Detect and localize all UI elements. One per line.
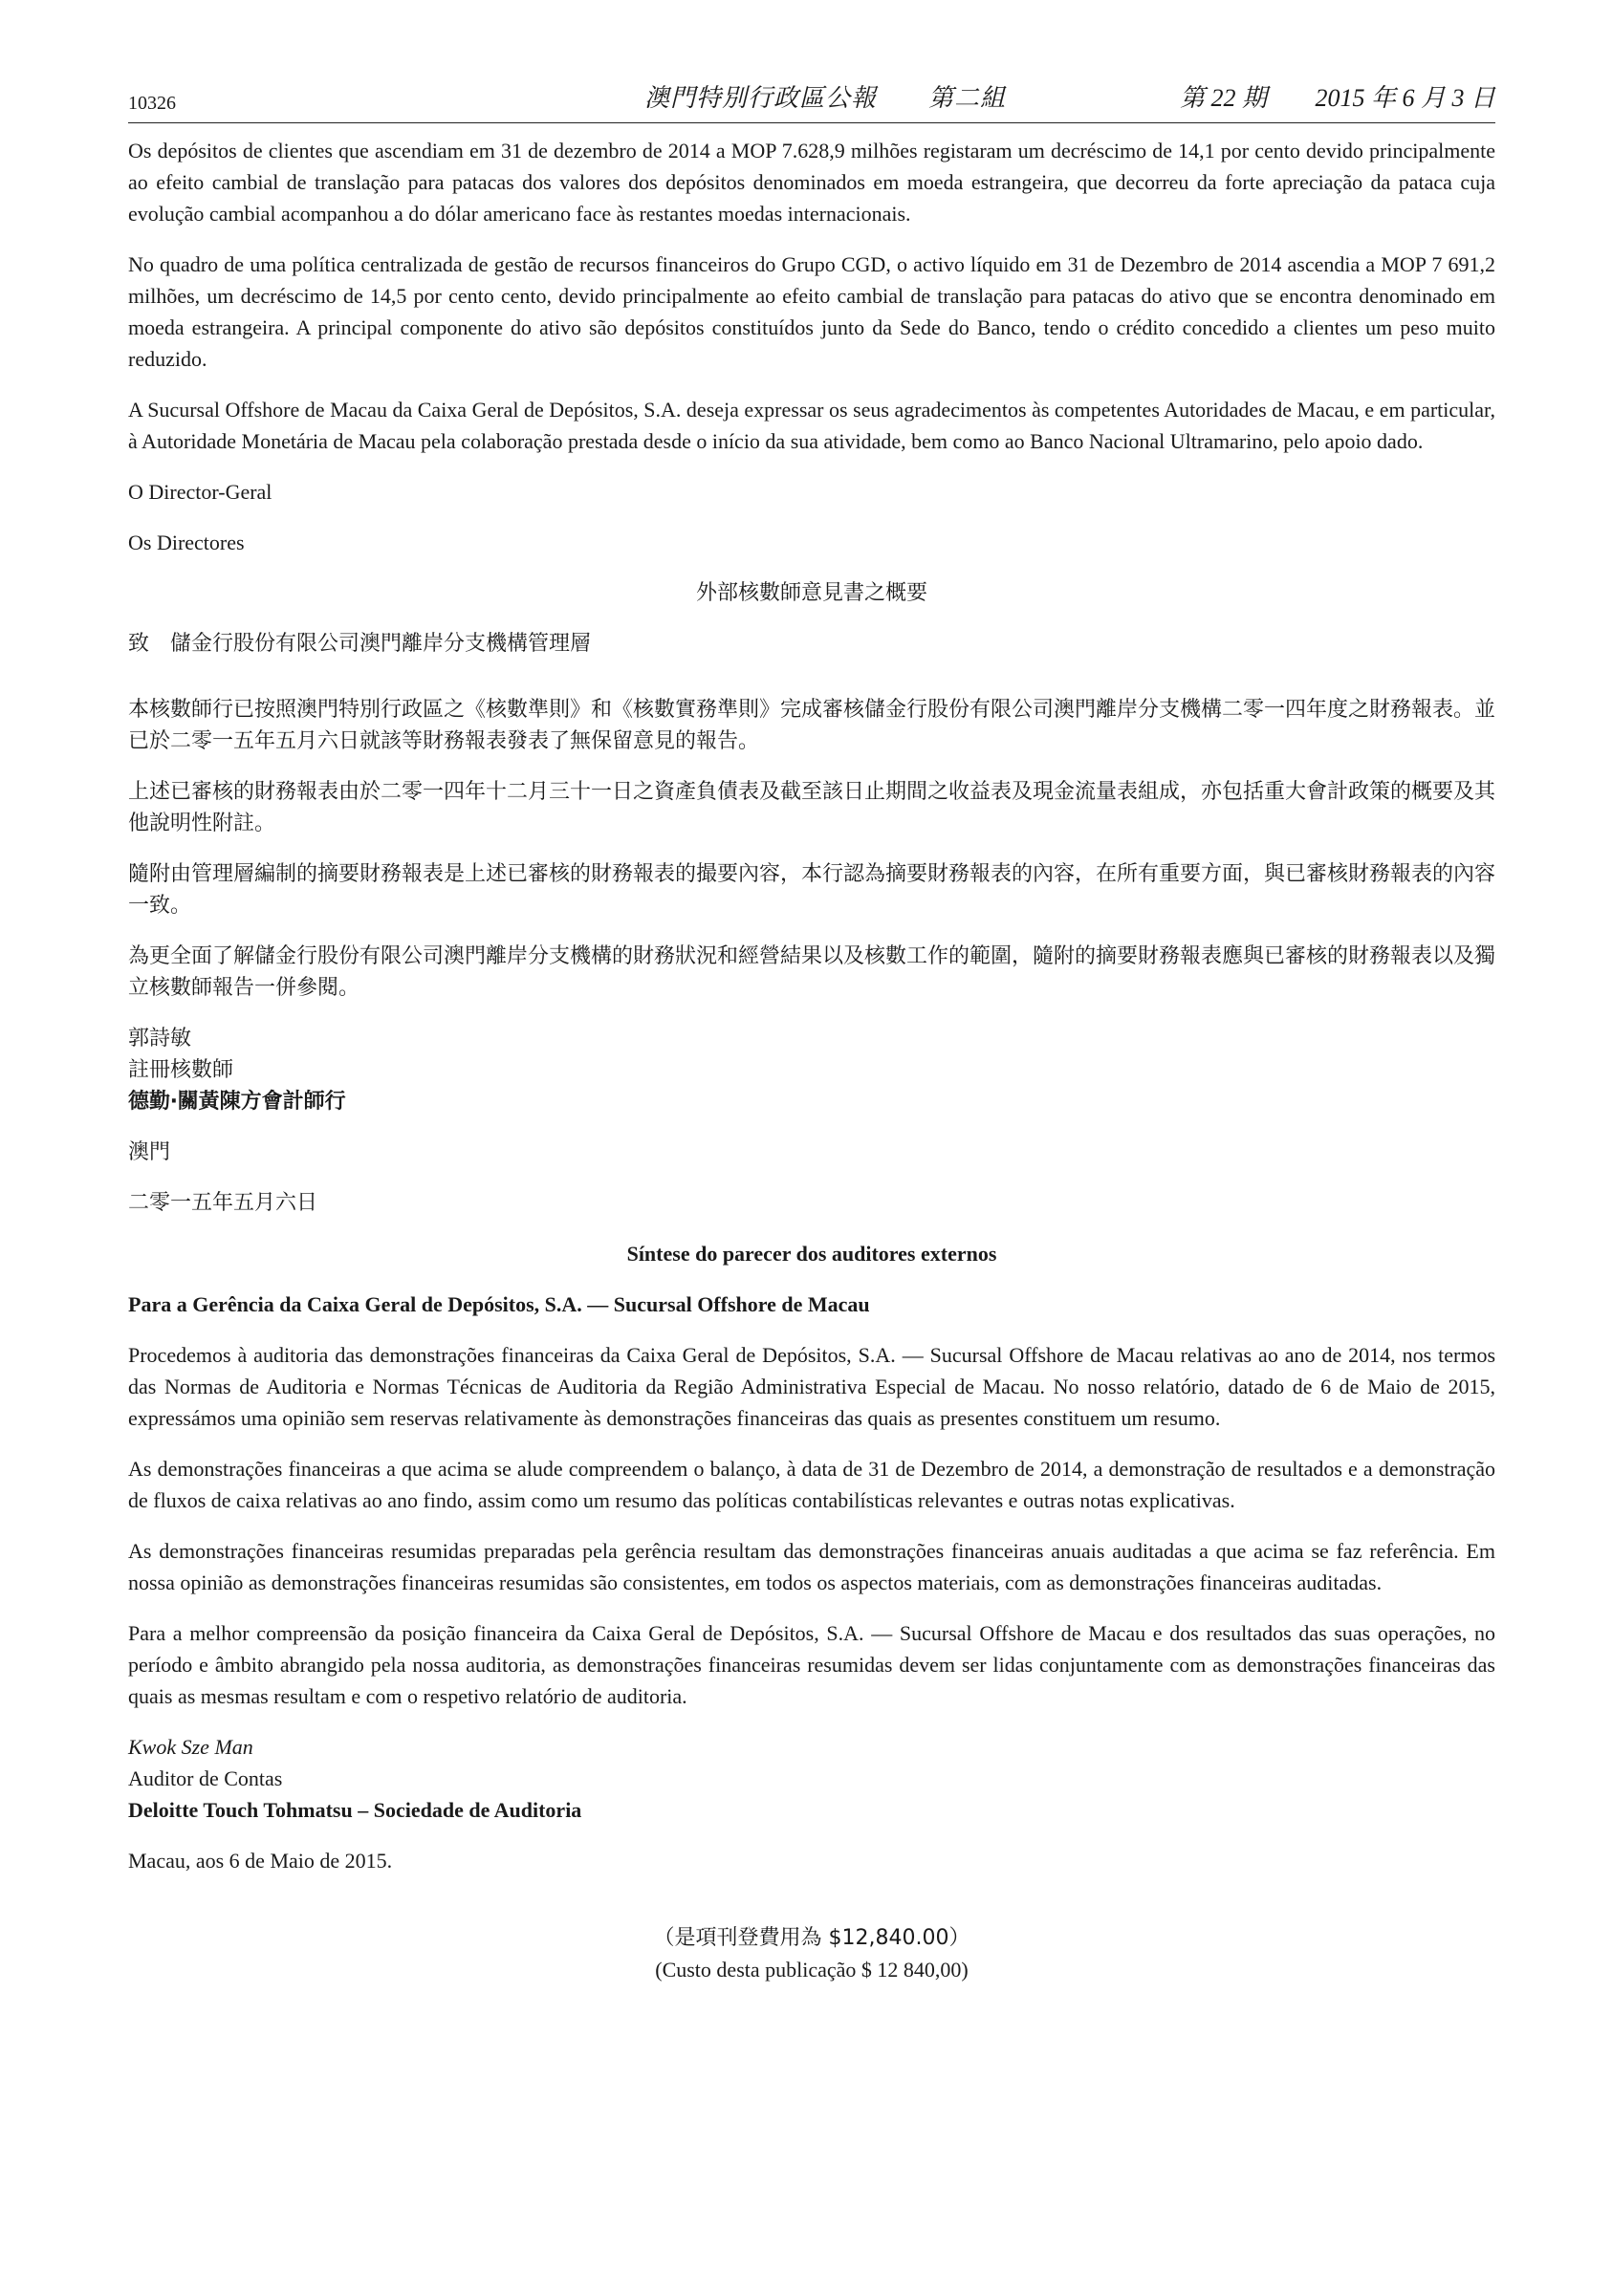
zh-auditor-name: 郭詩敏 bbox=[128, 1027, 192, 1051]
zh-firm-name: 德勤‧關黃陳方會計師行 bbox=[128, 1090, 346, 1114]
issue-number: 第 22 期 bbox=[1180, 84, 1268, 112]
pt-addressee: Para a Gerência da Caixa Geral de Depósitos, S.A. — Sucursal Offshore de Macau bbox=[128, 1292, 870, 1316]
pt-paragraph-2: As demonstrações financeiras a que acima se alude compreendem o balanço, à data de 31 de Dezembro de 2014, a demonstração de resultados e a demonstração de fluxos de caixa relativas ao ano findo, assim como um resumo das políticas contabilísticas relevantes e outras notas explicativas. bbox=[128, 1457, 1495, 1512]
pt-section-title: Síntese do parecer dos auditores externos bbox=[626, 1242, 997, 1266]
signature-director-general: O Director-Geral bbox=[128, 480, 272, 504]
gazette-title: 澳門特別行政區公報 第二組 bbox=[644, 84, 1007, 112]
zh-section-title: 外部核數師意見書之概要 bbox=[695, 581, 927, 605]
gazette-page bbox=[128, 80, 1495, 1985]
cost-zh: （是項刊登費用為 $12,840.00） bbox=[653, 1926, 970, 1950]
zh-paragraph-2: 上述已審核的財務報表由於二零一四年十二月三十一日之資產負債表及截至該日止期間之收益表及現金流量表組成，亦包括重大會計政策的概要及其他說明性附註。 bbox=[128, 780, 1496, 835]
report-paragraph-2: No quadro de uma política centralizada de gestão de recursos financeiros do Grupo CGD, o activo líquido em 31 de Dezembro de 2014 ascendia a MOP 7 691,2 milhões, um decréscimo de 14,5 por cento cento, devido principalmente ao efeito cambial de translação para patacas do ativo que se encontra denominado em moeda estrangeira. A principal componente do ativo são depósitos constituídos junto da Sede do Banco, tendo o crédito concedido a clientes um peso muito reduzido. bbox=[128, 252, 1495, 371]
pt-paragraph-1: Procedemos à auditoria das demonstrações financeiras da Caixa Geral de Depósitos, S.A. — Sucursal Offshore de Macau relativas ao ano de 2014, nos termos das Normas de Auditoria e Normas Técnicas de Auditoria da Região Administrativa Especial de Macau. No nosso relatório, datado de 6 de Maio de 2015, expressámos uma opinião sem reservas relativamente às demonstrações financeiras das quais as presentes constituem um resumo. bbox=[128, 1343, 1495, 1430]
pt-auditor-role: Auditor de Contas bbox=[128, 1766, 283, 1790]
page-number: 10326 bbox=[128, 93, 176, 114]
pt-paragraph-3: As demonstrações financeiras resumidas preparadas pela gerência resultam das demonstrações financeiras anuais auditadas a que acima se faz referência. Em nossa opinião as demonstrações financeiras resumidas são consistentes, em todos os aspectos materiais, com as demonstrações financeiras auditadas. bbox=[128, 1539, 1495, 1594]
publication-cost bbox=[128, 1922, 1495, 1985]
zh-addressee: 致 儲金行股份有限公司澳門離岸分支機構管理層 bbox=[128, 632, 592, 656]
zh-date: 二零一五年五月六日 bbox=[128, 1191, 318, 1215]
report-paragraph-3: A Sucursal Offshore de Macau da Caixa Geral de Depósitos, S.A. deseja expressar os seus agradecimentos às competentes Autoridades de Macau, e em particular, à Autoridade Monetária de Macau pela colaboração prestada desde o início da sua atividade, bem como ao Banco Nacional Ultramarino, pelo apoio dado. bbox=[128, 398, 1495, 453]
zh-paragraph-1: 本核數師行已按照澳門特別行政區之《核數準則》和《核數實務準則》完成審核儲金行股份有限公司澳門離岸分支機構二零一四年度之財務報表。並已於二零一五年五月六日就該等財務報表發表了無保留意見的報告。 bbox=[128, 698, 1496, 753]
page-header bbox=[128, 80, 1495, 123]
issue-date: 2015 年 6 月 3 日 bbox=[1315, 84, 1495, 112]
zh-signature-block bbox=[128, 1023, 1495, 1117]
zh-place: 澳門 bbox=[128, 1140, 171, 1164]
cost-pt: (Custo desta publicação $ 12 840,00) bbox=[655, 1958, 969, 1982]
zh-paragraph-4: 為更全面了解儲金行股份有限公司澳門離岸分支機構的財務狀況和經營結果以及核數工作的範圍，隨附的摘要財務報表應與已審核的財務報表以及獨立核數師報告一併參閱。 bbox=[128, 944, 1496, 1000]
pt-signature-block bbox=[128, 1731, 1495, 1826]
report-paragraph-1: Os depósitos de clientes que ascendiam em 31 de dezembro de 2014 a MOP 7.628,9 milhões registaram um decréscimo de 14,1 por cento devido principalmente ao efeito cambial de translação para patacas dos valores dos depósitos denominados em moeda estrangeira, que decorreu da forte apreciação da pataca cuja evolução cambial acompanhou a do dólar americano face às restantes moedas internacionais. bbox=[128, 139, 1495, 226]
pt-auditor-name: Kwok Sze Man bbox=[128, 1735, 253, 1759]
pt-place-date: Macau, aos 6 de Maio de 2015. bbox=[128, 1849, 393, 1873]
pt-firm-name: Deloitte Touch Tohmatsu – Sociedade de Auditoria bbox=[128, 1798, 582, 1822]
signature-directors: Os Directores bbox=[128, 531, 245, 554]
zh-paragraph-3: 隨附由管理層編制的摘要財務報表是上述已審核的財務報表的撮要內容，本行認為摘要財務報表的內容，在所有重要方面，與已審核財務報表的內容一致。 bbox=[128, 862, 1496, 918]
pt-paragraph-4: Para a melhor compreensão da posição financeira da Caixa Geral de Depósitos, S.A. — Sucursal Offshore de Macau e dos resultados das suas operações, no período e âmbito abrangido pela nossa auditoria, as demonstrações financeiras resumidas devem ser lidas conjuntamente com as demonstrações financeiras das quais as mesmas resultam e com o respetivo relatório de auditoria. bbox=[128, 1621, 1495, 1708]
zh-auditor-role: 註冊核數師 bbox=[128, 1058, 234, 1082]
